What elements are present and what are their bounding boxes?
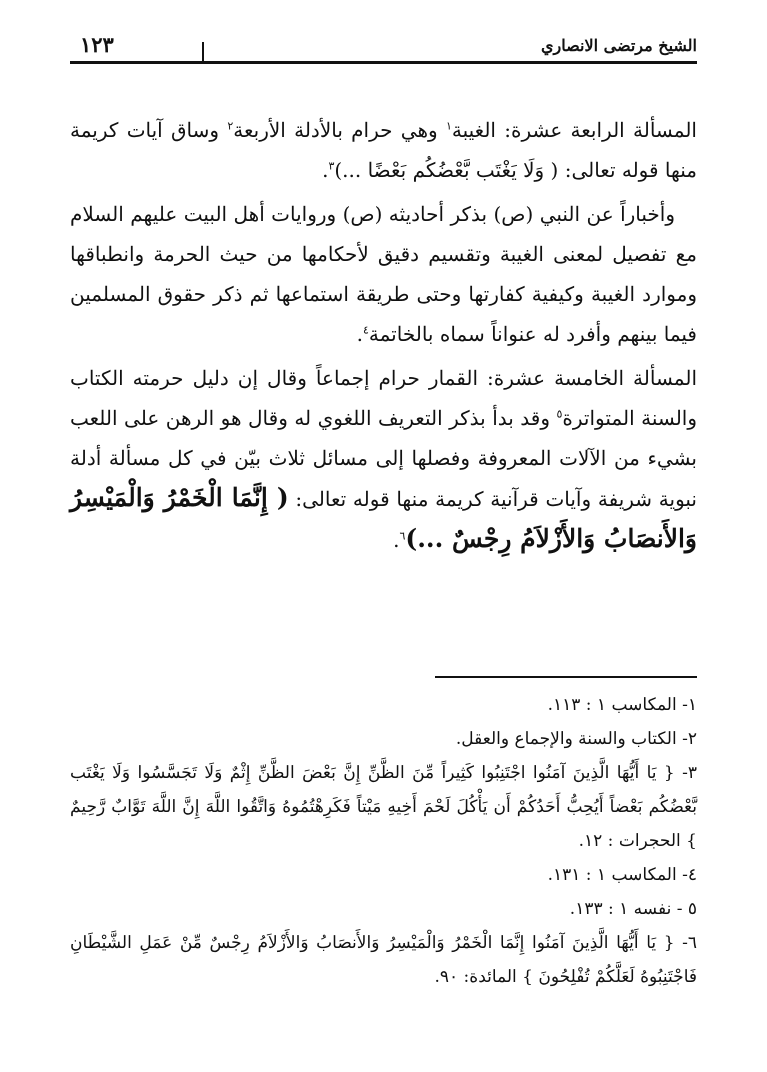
paragraph-qimar bbox=[70, 358, 697, 560]
paragraph-text: وقد بدأ بذكر التعريف اللغوي له وقال هو الرهن على اللعب بشيء من الآلات المعروفة وفصلها إلى مسائل ثلاث بيّن في كل مسألة أدلة نبوية شريفة وآيات قرآنية كريمة منها قوله تعالى: bbox=[70, 406, 697, 511]
footnote-ref: ٥ bbox=[556, 407, 563, 421]
paragraph-text: . bbox=[393, 528, 400, 552]
page-number: ١٢٣ bbox=[80, 32, 114, 57]
footnote-separator bbox=[435, 676, 697, 678]
footnote-ref: ٣ bbox=[328, 159, 335, 173]
main-text bbox=[70, 110, 697, 564]
footnote-ref: ٤ bbox=[362, 323, 369, 337]
paragraph-text: المسألة الرابعة عشرة: الغيبة bbox=[451, 118, 697, 142]
footnote-item: ٦- { يَا أَيُّهَا الَّذِينَ آمَنُوا إِنَّمَا الْخَمْرُ وَالْمَيْسِرُ وَالأَنصَابُ وَالأَزْلاَمُ رِجْسٌ مِّنْ عَمَلِ الشَّيْطَانِ فَاجْتَنِبُوهُ لَعَلَّكُمْ تُفْلِحُونَ } المائدة: ٩٠. bbox=[70, 933, 697, 987]
footnote-item: ٢- الكتاب والسنة والإجماع والعقل. bbox=[455, 729, 697, 749]
paragraph-text: . bbox=[356, 322, 363, 346]
header-title: الشيخ مرتضى الانصاري bbox=[541, 36, 697, 55]
footnote-ref: ٦ bbox=[399, 529, 406, 543]
header-tick-divider bbox=[202, 42, 204, 62]
footnote-item: ١- المكاسب ١ : ١١٣. bbox=[547, 695, 697, 715]
footnotes bbox=[70, 688, 697, 994]
header-rule bbox=[70, 61, 697, 64]
paragraph-text: وأخباراً عن النبي (ص) بذكر أحاديثه (ص) وروايات أهل البيت عليهم السلام مع تفصيل لمعنى الغيبة وتقسيم دقيق لأحكامها من حيث الحرمة وانطباقها وموارد الغيبة وكيفية كفارتها وحتى طريقة استماعها ثم ذكر حقوق المسلمين فيما بينهم وأفرد له عنواناً سماه بالخاتمة bbox=[70, 202, 697, 346]
footnote-item: ٤- المكاسب ١ : ١٣١. bbox=[547, 865, 697, 885]
footnote-ref: ١ bbox=[445, 119, 452, 133]
paragraph-text: . bbox=[322, 158, 329, 182]
paragraph-akhbar bbox=[70, 194, 697, 354]
running-header bbox=[70, 28, 697, 64]
paragraph-text: وهي حرام بالأدلة الأربعة bbox=[233, 118, 446, 142]
quran-quote: ( وَلَا يَغْتَب بَّعْضُكُم بَعْضًا ...) bbox=[334, 158, 559, 182]
quran-quote: ( إِنَّمَا الْخَمْرُ وَالْمَيْسِرُ وَالأَنصَابُ وَالأَزْلاَمُ رِجْسٌ ...) bbox=[70, 483, 697, 553]
paragraph-text: المسألة الخامسة عشرة: القمار حرام إجماعاً وقال إن دليل حرمته الكتاب والسنة المتواترة bbox=[70, 366, 698, 430]
footnote-ref: ٢ bbox=[227, 119, 234, 133]
paragraph-gheeba bbox=[70, 110, 697, 190]
paragraph-text: وساق آيات كريمة منها قوله تعالى: bbox=[70, 118, 697, 182]
footnote-item: ٣- { يَا أَيُّهَا الَّذِينَ آمَنُوا اجْتَنِبُوا كَثِيراً مِّنَ الظَّنِّ إِنَّ بَعْضَ الظَّنِّ إِثْمٌ وَلَا تَجَسَّسُوا وَلَا يَغْتَب بَّعْضُكُم بَعْضاً أَيُحِبُّ أَحَدُكُمْ أَن يَأْكُلَ لَحْمَ أَخِيهِ مَيْتاً فَكَرِهْتُمُوهُ وَاتَّقُوا اللَّهَ إِنَّ اللَّهَ تَوَّابٌ رَّحِيمٌ } الحجرات : ١٢. bbox=[70, 763, 697, 851]
footnote-item: ٥ - نفسه ١ : ١٣٣. bbox=[569, 899, 697, 919]
